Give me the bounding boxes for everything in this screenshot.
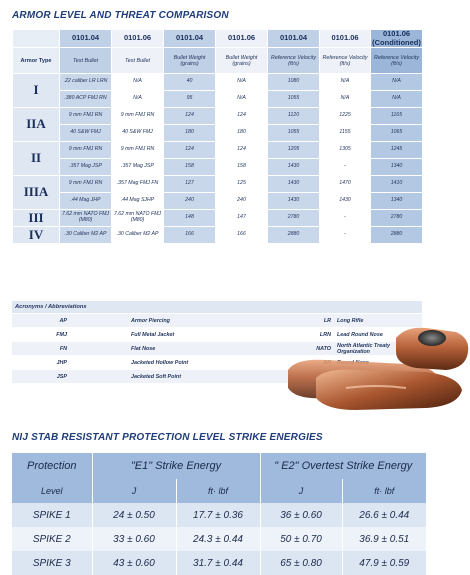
- threat-cell: 1155: [320, 125, 371, 142]
- armor-level: III: [13, 210, 60, 227]
- threat-cell: 147: [216, 210, 268, 227]
- threat-cell: 166: [216, 227, 268, 244]
- threat-cell: 1470: [320, 176, 371, 193]
- threat-cell: 1430: [268, 176, 320, 193]
- energy-value: 36 ± 0.60: [260, 503, 342, 527]
- acronym-definition: Full Metal Jacket: [128, 328, 278, 342]
- threat-cell: 1225: [320, 108, 371, 125]
- armor-row: [13, 74, 423, 91]
- threat-cell: 158: [164, 159, 216, 176]
- acronym-definition: Flat Nose: [128, 342, 278, 356]
- threat-cell: 1430: [268, 193, 320, 210]
- armor-level: IV: [13, 227, 60, 244]
- energy-value: 65 ± 0.80: [260, 551, 342, 575]
- standard-code: 0101.04: [268, 30, 320, 48]
- e2-header: " E2" Overtest Strike Energy: [260, 453, 426, 479]
- threat-cell: N/A: [371, 74, 423, 91]
- threat-cell: N/A: [216, 91, 268, 108]
- acronym-abbr: JSP: [12, 370, 70, 384]
- threat-cell: 1080: [268, 74, 320, 91]
- unit-header: ft· lbf: [176, 479, 260, 503]
- threat-cell: 124: [216, 142, 268, 159]
- threat-cell: 124: [164, 142, 216, 159]
- threat-cell: N/A: [320, 74, 371, 91]
- column-header: Test Bullet: [112, 48, 164, 74]
- threat-cell: 40 S&W FMJ: [60, 125, 112, 142]
- armor-row: [13, 176, 423, 193]
- energy-value: 17.7 ± 0.36: [176, 503, 260, 527]
- threat-cell: 95: [164, 91, 216, 108]
- threat-cell: 127: [164, 176, 216, 193]
- acronym-abbr: FMJ: [12, 328, 70, 342]
- unit-header: J: [260, 479, 342, 503]
- threat-cell: 1055: [268, 91, 320, 108]
- standard-code: 0101.06 (Conditioned): [372, 29, 421, 47]
- armor-threat-table: [12, 29, 423, 244]
- threat-cell: 40: [164, 74, 216, 91]
- threat-cell: 240: [164, 193, 216, 210]
- spike-row: [12, 551, 426, 575]
- acronym-definition: Armor Piercing: [128, 314, 278, 328]
- threat-cell: N/A: [371, 91, 423, 108]
- threat-cell: 1165: [371, 108, 423, 125]
- strike-energy-table: [12, 453, 426, 575]
- acronym-spacer: [70, 328, 128, 342]
- threat-cell: 9 mm FMJ RN: [60, 142, 112, 159]
- threat-cell: .357 Mag JSP: [112, 159, 164, 176]
- acronym-abbr: FN: [12, 342, 70, 356]
- acronym-definition: North Atlantic Treaty Organization: [334, 342, 422, 356]
- acronym-abbr: JHP: [12, 356, 70, 370]
- e1-header: "E1" Strike Energy: [92, 453, 260, 479]
- threat-cell: 7.62 mm NATO FMJ (M80): [112, 210, 164, 227]
- column-header: Bullet Weight (grains): [164, 48, 216, 74]
- armor-row: [13, 210, 423, 227]
- armor-row: [13, 159, 423, 176]
- threat-cell: 1055: [268, 125, 320, 142]
- standard-code: 0101.04: [60, 30, 112, 48]
- acronym-definition: Jacketed Soft Point: [128, 370, 278, 384]
- threat-cell: 180: [216, 125, 268, 142]
- energy-value: 50 ± 0.70: [260, 527, 342, 551]
- energy-value: 43 ± 0.60: [92, 551, 176, 575]
- threat-cell: 9 mm FMJ RN: [60, 176, 112, 193]
- threat-cell: 9 mm FMJ RN: [112, 142, 164, 159]
- column-header: Reference Velocity (ft/s): [371, 48, 423, 74]
- column-header: Armor Type: [13, 48, 60, 74]
- acronym-spacer: [70, 370, 128, 384]
- threat-cell: .357 Mag JSP: [60, 159, 112, 176]
- threat-cell: -: [320, 210, 371, 227]
- threat-cell: .22 caliber LR LRN: [60, 74, 112, 91]
- acronym-spacer: [70, 356, 128, 370]
- armor-level: I: [13, 74, 60, 108]
- energy-value: 33 ± 0.60: [92, 527, 176, 551]
- level-header: Level: [12, 479, 92, 503]
- threat-cell: N/A: [216, 74, 268, 91]
- threat-cell: .380 ACP FMJ RN: [60, 91, 112, 108]
- acronym-definition: Jacketed Hollow Point: [128, 356, 278, 370]
- threat-cell: 1120: [268, 108, 320, 125]
- standard-code: 0101.06: [216, 30, 268, 48]
- armor-row: [13, 193, 423, 210]
- spike-level: SPIKE 3: [12, 551, 92, 575]
- spike-row: [12, 503, 426, 527]
- threat-cell: 1340: [371, 159, 423, 176]
- threat-cell: 180: [164, 125, 216, 142]
- threat-cell: 1340: [371, 193, 423, 210]
- standard-code: 0101.06: [112, 30, 164, 48]
- unit-header: J: [92, 479, 176, 503]
- threat-cell: N/A: [112, 74, 164, 91]
- acronym-definition: Lead Round Nose: [334, 328, 422, 342]
- acronyms-heading: Acronyms / Abbreviations: [12, 301, 422, 314]
- spike-row: [12, 527, 426, 551]
- energy-value: 31.7 ± 0.44: [176, 551, 260, 575]
- threat-cell: .30 Caliber M2 AP: [112, 227, 164, 244]
- corner-cell: [13, 30, 60, 48]
- threat-cell: 158: [216, 159, 268, 176]
- energy-value: 26.6 ± 0.44: [342, 503, 426, 527]
- energy-value: 24 ± 0.50: [92, 503, 176, 527]
- threat-cell: 2780: [371, 210, 423, 227]
- threat-cell: 9 mm FMJ RN: [112, 108, 164, 125]
- spike-level: SPIKE 1: [12, 503, 92, 527]
- armor-row: [13, 125, 423, 142]
- standard-code: 0101.06: [320, 30, 371, 48]
- column-header: Test Bullet: [60, 48, 112, 74]
- threat-cell: 1430: [320, 193, 371, 210]
- threat-cell: 1245: [371, 142, 423, 159]
- threat-cell: 7.62 mm NATO FMJ (M80): [60, 210, 112, 227]
- armor-row: [13, 142, 423, 159]
- threat-cell: 2880: [268, 227, 320, 244]
- acronym-spacer: [70, 314, 128, 328]
- energy-value: 36.9 ± 0.51: [342, 527, 426, 551]
- acronym-abbr: NATO: [278, 342, 334, 356]
- armor-row: [13, 108, 423, 125]
- protection-header: Protection: [12, 453, 92, 479]
- threat-cell: 1430: [268, 159, 320, 176]
- column-header: Reference Velocity (ft/s): [320, 48, 371, 74]
- threat-cell: 124: [216, 108, 268, 125]
- acronym-abbr: AP: [12, 314, 70, 328]
- threat-cell: 124: [164, 108, 216, 125]
- column-header: Reference Velocity (ft/s): [268, 48, 320, 74]
- armor-level: IIA: [13, 108, 60, 142]
- threat-cell: -: [320, 159, 371, 176]
- threat-cell: 40 S&W FMJ: [112, 125, 164, 142]
- energy-value: 24.3 ± 0.44: [176, 527, 260, 551]
- stab-section-title: NIJ STAB RESISTANT PROTECTION LEVEL STRIKE ENERGIES: [12, 432, 323, 443]
- acronym-abbr: LRN: [278, 328, 334, 342]
- armor-level: II: [13, 142, 60, 176]
- threat-cell: 1065: [371, 125, 423, 142]
- standard-code: 0101.04: [164, 30, 216, 48]
- threat-cell: N/A: [112, 91, 164, 108]
- column-header: Bullet Weight (grains): [216, 48, 268, 74]
- threat-cell: 148: [164, 210, 216, 227]
- threat-cell: .44 Mag SJHP: [112, 193, 164, 210]
- acronym-spacer: [70, 342, 128, 356]
- threat-cell: 9 mm FMJ RN: [60, 108, 112, 125]
- threat-cell: 125: [216, 176, 268, 193]
- bullets-image: [286, 318, 470, 418]
- threat-cell: 1305: [320, 142, 371, 159]
- threat-cell: N/A: [320, 91, 371, 108]
- threat-cell: .44 Mag JHP: [60, 193, 112, 210]
- spike-level: SPIKE 2: [12, 527, 92, 551]
- threat-cell: -: [320, 227, 371, 244]
- unit-header: ft· lbf: [342, 479, 426, 503]
- threat-cell: .30 Caliber M2 AP: [60, 227, 112, 244]
- armor-level: IIIA: [13, 176, 60, 210]
- acronym-definition: Long Rifle: [334, 314, 422, 328]
- threat-cell: 240: [216, 193, 268, 210]
- armor-row: [13, 91, 423, 108]
- threat-cell: 2880: [371, 227, 423, 244]
- threat-cell: 1205: [268, 142, 320, 159]
- threat-cell: .357 Mag FMJ FN: [112, 176, 164, 193]
- threat-cell: 1410: [371, 176, 423, 193]
- energy-value: 47.9 ± 0.59: [342, 551, 426, 575]
- threat-cell: 2780: [268, 210, 320, 227]
- armor-row: [13, 227, 423, 244]
- threat-cell: 166: [164, 227, 216, 244]
- acronym-abbr: LR: [278, 314, 334, 328]
- armor-section-title: ARMOR LEVEL AND THREAT COMPARISON: [12, 10, 229, 21]
